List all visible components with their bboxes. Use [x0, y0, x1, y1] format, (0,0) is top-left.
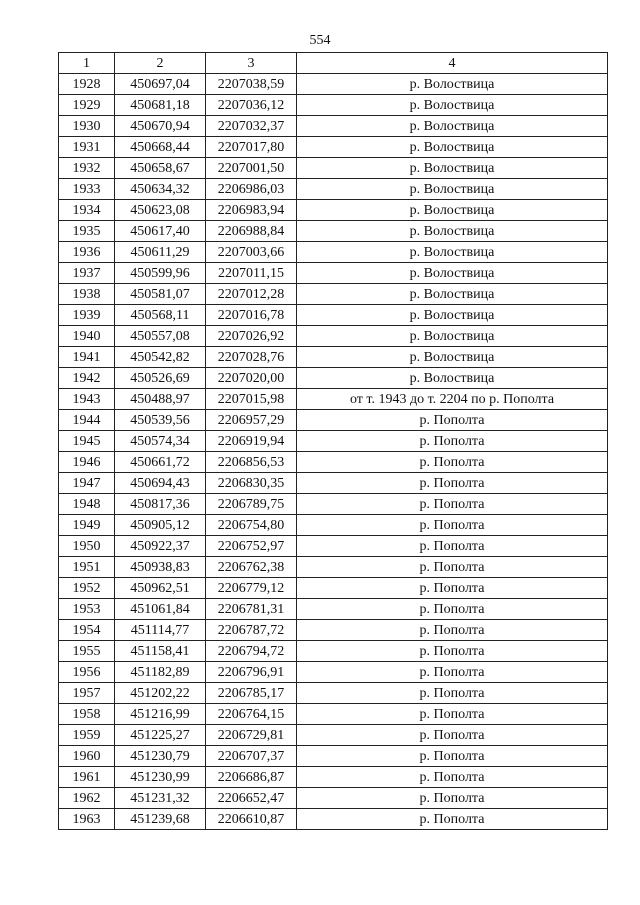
- table-row: [59, 137, 608, 158]
- description-cell: р. Пополта: [297, 431, 608, 452]
- x-coordinate-cell: 450599,96: [115, 263, 206, 284]
- table-body: [59, 74, 608, 830]
- y-coordinate-cell: 2206856,53: [206, 452, 297, 473]
- description-cell: р. Пополта: [297, 557, 608, 578]
- point-number-cell: 1930: [59, 116, 115, 137]
- x-coordinate-cell: 450922,37: [115, 536, 206, 557]
- x-coordinate-cell: 451230,79: [115, 746, 206, 767]
- y-coordinate-cell: 2206686,87: [206, 767, 297, 788]
- x-coordinate-cell: 451114,77: [115, 620, 206, 641]
- coordinates-table: [58, 52, 608, 830]
- description-cell: р. Пополта: [297, 767, 608, 788]
- y-coordinate-cell: 2206652,47: [206, 788, 297, 809]
- description-cell: р. Пополта: [297, 641, 608, 662]
- y-coordinate-cell: 2207012,28: [206, 284, 297, 305]
- y-coordinate-cell: 2206610,87: [206, 809, 297, 830]
- y-coordinate-cell: 2207020,00: [206, 368, 297, 389]
- x-coordinate-cell: 451182,89: [115, 662, 206, 683]
- x-coordinate-cell: 450611,29: [115, 242, 206, 263]
- table-row: [59, 662, 608, 683]
- point-number-cell: 1942: [59, 368, 115, 389]
- y-coordinate-cell: 2206754,80: [206, 515, 297, 536]
- point-number-cell: 1952: [59, 578, 115, 599]
- description-cell: р. Волоствица: [297, 179, 608, 200]
- x-coordinate-cell: 451225,27: [115, 725, 206, 746]
- table-row: [59, 452, 608, 473]
- y-coordinate-cell: 2207026,92: [206, 326, 297, 347]
- table-row: [59, 557, 608, 578]
- point-number-cell: 1938: [59, 284, 115, 305]
- point-number-cell: 1958: [59, 704, 115, 725]
- table-row: [59, 578, 608, 599]
- description-cell: р. Пополта: [297, 452, 608, 473]
- description-cell: р. Волоствица: [297, 116, 608, 137]
- x-coordinate-cell: 450670,94: [115, 116, 206, 137]
- y-coordinate-cell: 2206781,31: [206, 599, 297, 620]
- y-coordinate-cell: 2207016,78: [206, 305, 297, 326]
- x-coordinate-cell: 450694,43: [115, 473, 206, 494]
- description-cell: р. Пополта: [297, 704, 608, 725]
- table-row: [59, 179, 608, 200]
- y-coordinate-cell: 2206787,72: [206, 620, 297, 641]
- point-number-cell: 1932: [59, 158, 115, 179]
- point-number-cell: 1944: [59, 410, 115, 431]
- x-coordinate-cell: 450905,12: [115, 515, 206, 536]
- table-row: [59, 704, 608, 725]
- y-coordinate-cell: 2207003,66: [206, 242, 297, 263]
- y-coordinate-cell: 2206830,35: [206, 473, 297, 494]
- table-row: [59, 221, 608, 242]
- description-cell: р. Волоствица: [297, 137, 608, 158]
- description-cell: р. Волоствица: [297, 74, 608, 95]
- column-header-description: 4: [297, 53, 608, 74]
- point-number-cell: 1937: [59, 263, 115, 284]
- point-number-cell: 1957: [59, 683, 115, 704]
- description-cell: р. Волоствица: [297, 305, 608, 326]
- y-coordinate-cell: 2207015,98: [206, 389, 297, 410]
- y-coordinate-cell: 2207032,37: [206, 116, 297, 137]
- description-cell: р. Волоствица: [297, 368, 608, 389]
- description-cell: р. Волоствица: [297, 263, 608, 284]
- point-number-cell: 1956: [59, 662, 115, 683]
- table-row: [59, 284, 608, 305]
- x-coordinate-cell: 450661,72: [115, 452, 206, 473]
- y-coordinate-cell: 2206957,29: [206, 410, 297, 431]
- y-coordinate-cell: 2207038,59: [206, 74, 297, 95]
- table-row: [59, 809, 608, 830]
- description-cell: р. Пополта: [297, 599, 608, 620]
- point-number-cell: 1947: [59, 473, 115, 494]
- point-number-cell: 1945: [59, 431, 115, 452]
- y-coordinate-cell: 2206729,81: [206, 725, 297, 746]
- description-cell: р. Волоствица: [297, 221, 608, 242]
- table-row: [59, 599, 608, 620]
- x-coordinate-cell: 450938,83: [115, 557, 206, 578]
- description-cell: р. Пополта: [297, 410, 608, 431]
- x-coordinate-cell: 450617,40: [115, 221, 206, 242]
- description-cell: р. Волоствица: [297, 158, 608, 179]
- table-row: [59, 368, 608, 389]
- description-cell: р. Пополта: [297, 494, 608, 515]
- table-row: [59, 725, 608, 746]
- column-header-y: 3: [206, 53, 297, 74]
- y-coordinate-cell: 2206779,12: [206, 578, 297, 599]
- x-coordinate-cell: 450681,18: [115, 95, 206, 116]
- point-number-cell: 1954: [59, 620, 115, 641]
- point-number-cell: 1946: [59, 452, 115, 473]
- point-number-cell: 1941: [59, 347, 115, 368]
- table-row: [59, 767, 608, 788]
- x-coordinate-cell: 451230,99: [115, 767, 206, 788]
- description-cell: р. Пополта: [297, 578, 608, 599]
- point-number-cell: 1948: [59, 494, 115, 515]
- point-number-cell: 1955: [59, 641, 115, 662]
- point-number-cell: 1931: [59, 137, 115, 158]
- point-number-cell: 1929: [59, 95, 115, 116]
- table-header-row: [59, 53, 608, 74]
- x-coordinate-cell: 450539,56: [115, 410, 206, 431]
- table-row: [59, 389, 608, 410]
- table-row: [59, 263, 608, 284]
- x-coordinate-cell: 451061,84: [115, 599, 206, 620]
- point-number-cell: 1953: [59, 599, 115, 620]
- x-coordinate-cell: 451239,68: [115, 809, 206, 830]
- x-coordinate-cell: 450542,82: [115, 347, 206, 368]
- point-number-cell: 1960: [59, 746, 115, 767]
- table-row: [59, 74, 608, 95]
- description-cell: р. Волоствица: [297, 95, 608, 116]
- x-coordinate-cell: 450568,11: [115, 305, 206, 326]
- y-coordinate-cell: 2206789,75: [206, 494, 297, 515]
- point-number-cell: 1959: [59, 725, 115, 746]
- description-cell: р. Пополта: [297, 473, 608, 494]
- y-coordinate-cell: 2207001,50: [206, 158, 297, 179]
- y-coordinate-cell: 2206707,37: [206, 746, 297, 767]
- point-number-cell: 1928: [59, 74, 115, 95]
- x-coordinate-cell: 450962,51: [115, 578, 206, 599]
- description-cell: р. Волоствица: [297, 200, 608, 221]
- page-number: 554: [309, 33, 331, 48]
- description-cell: р. Волоствица: [297, 347, 608, 368]
- description-cell: р. Пополта: [297, 788, 608, 809]
- table-row: [59, 326, 608, 347]
- table-row: [59, 158, 608, 179]
- point-number-cell: 1951: [59, 557, 115, 578]
- x-coordinate-cell: 450581,07: [115, 284, 206, 305]
- point-number-cell: 1940: [59, 326, 115, 347]
- column-header-x: 2: [115, 53, 206, 74]
- description-cell: р. Пополта: [297, 536, 608, 557]
- table-row: [59, 95, 608, 116]
- y-coordinate-cell: 2207028,76: [206, 347, 297, 368]
- y-coordinate-cell: 2207036,12: [206, 95, 297, 116]
- description-cell: р. Волоствица: [297, 284, 608, 305]
- column-header-point: 1: [59, 53, 115, 74]
- x-coordinate-cell: 450817,36: [115, 494, 206, 515]
- point-number-cell: 1936: [59, 242, 115, 263]
- point-number-cell: 1949: [59, 515, 115, 536]
- x-coordinate-cell: 450658,67: [115, 158, 206, 179]
- table-row: [59, 473, 608, 494]
- point-number-cell: 1961: [59, 767, 115, 788]
- x-coordinate-cell: 450634,32: [115, 179, 206, 200]
- x-coordinate-cell: 451202,22: [115, 683, 206, 704]
- table-row: [59, 641, 608, 662]
- x-coordinate-cell: 451158,41: [115, 641, 206, 662]
- description-cell: р. Пополта: [297, 725, 608, 746]
- y-coordinate-cell: 2206919,94: [206, 431, 297, 452]
- table-row: [59, 116, 608, 137]
- table-row: [59, 746, 608, 767]
- point-number-cell: 1934: [59, 200, 115, 221]
- y-coordinate-cell: 2206986,03: [206, 179, 297, 200]
- x-coordinate-cell: 450697,04: [115, 74, 206, 95]
- y-coordinate-cell: 2206988,84: [206, 221, 297, 242]
- point-number-cell: 1950: [59, 536, 115, 557]
- y-coordinate-cell: 2206796,91: [206, 662, 297, 683]
- point-number-cell: 1939: [59, 305, 115, 326]
- table-row: [59, 515, 608, 536]
- table-row: [59, 242, 608, 263]
- table-row: [59, 788, 608, 809]
- point-number-cell: 1935: [59, 221, 115, 242]
- table-row: [59, 305, 608, 326]
- x-coordinate-cell: 451216,99: [115, 704, 206, 725]
- table-row: [59, 620, 608, 641]
- y-coordinate-cell: 2206752,97: [206, 536, 297, 557]
- x-coordinate-cell: 450488,97: [115, 389, 206, 410]
- description-cell: р. Волоствица: [297, 242, 608, 263]
- description-cell: р. Пополта: [297, 746, 608, 767]
- y-coordinate-cell: 2207017,80: [206, 137, 297, 158]
- y-coordinate-cell: 2206762,38: [206, 557, 297, 578]
- point-number-cell: 1962: [59, 788, 115, 809]
- table-row: [59, 410, 608, 431]
- description-cell: р. Пополта: [297, 683, 608, 704]
- table-row: [59, 494, 608, 515]
- table-row: [59, 431, 608, 452]
- description-cell: р. Пополта: [297, 662, 608, 683]
- x-coordinate-cell: 450526,69: [115, 368, 206, 389]
- table-row: [59, 536, 608, 557]
- point-number-cell: 1963: [59, 809, 115, 830]
- description-cell: р. Пополта: [297, 620, 608, 641]
- y-coordinate-cell: 2206794,72: [206, 641, 297, 662]
- description-cell: р. Пополта: [297, 809, 608, 830]
- x-coordinate-cell: 450623,08: [115, 200, 206, 221]
- y-coordinate-cell: 2206983,94: [206, 200, 297, 221]
- point-number-cell: 1943: [59, 389, 115, 410]
- x-coordinate-cell: 451231,32: [115, 788, 206, 809]
- x-coordinate-cell: 450557,08: [115, 326, 206, 347]
- table-row: [59, 200, 608, 221]
- y-coordinate-cell: 2206785,17: [206, 683, 297, 704]
- description-cell: от т. 1943 до т. 2204 по р. Пополта: [297, 389, 608, 410]
- x-coordinate-cell: 450668,44: [115, 137, 206, 158]
- y-coordinate-cell: 2207011,15: [206, 263, 297, 284]
- table-row: [59, 347, 608, 368]
- point-number-cell: 1933: [59, 179, 115, 200]
- description-cell: р. Волоствица: [297, 326, 608, 347]
- table-row: [59, 683, 608, 704]
- description-cell: р. Пополта: [297, 515, 608, 536]
- y-coordinate-cell: 2206764,15: [206, 704, 297, 725]
- x-coordinate-cell: 450574,34: [115, 431, 206, 452]
